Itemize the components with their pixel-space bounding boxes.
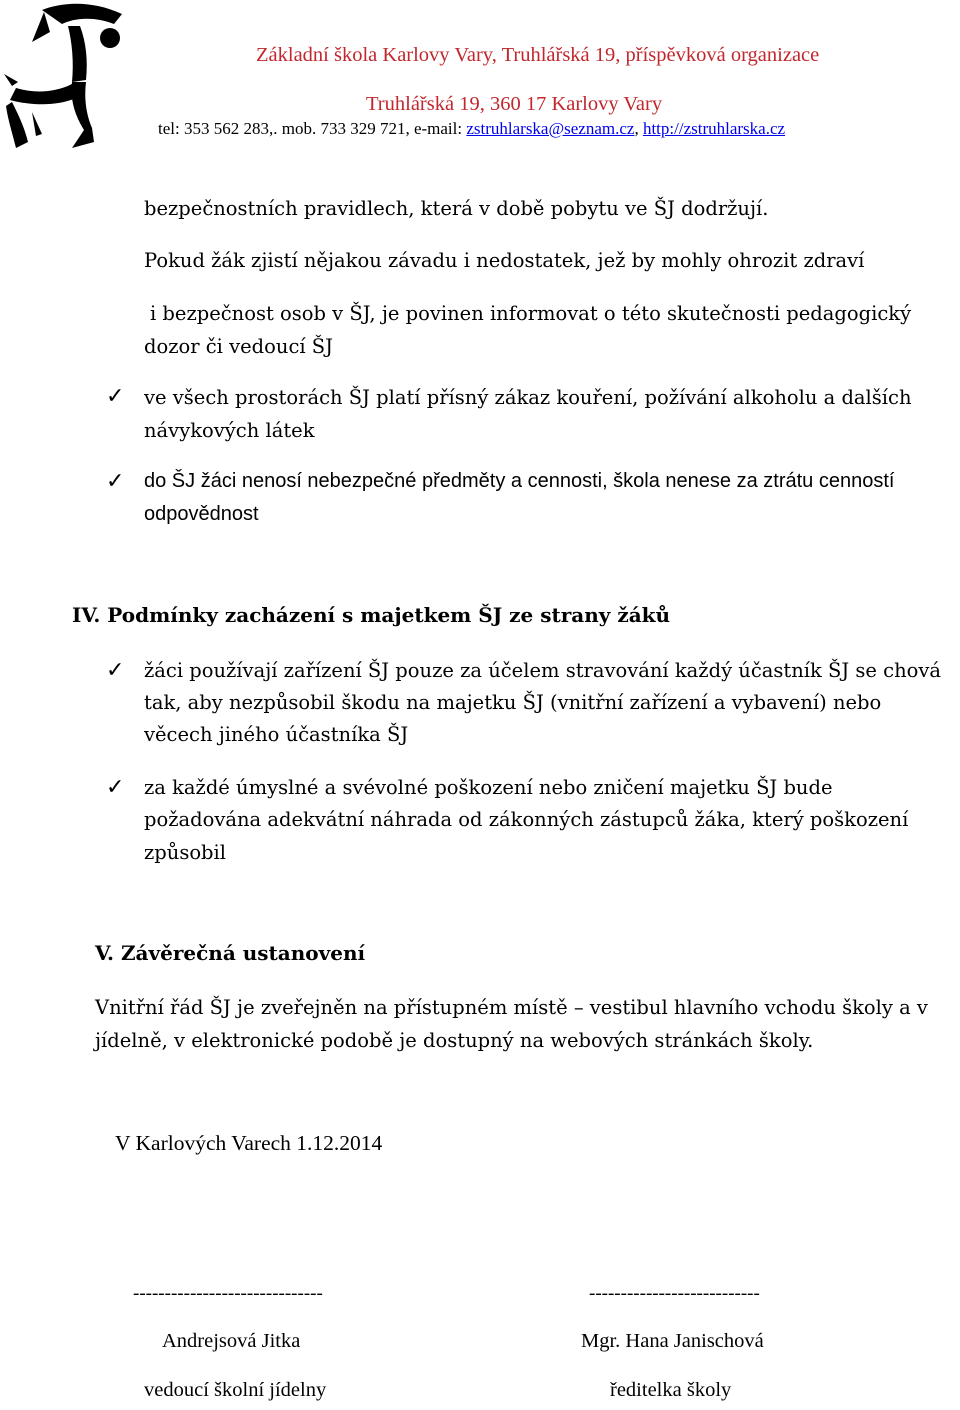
section-iv-bullet-2-line-3: způsobil [144,841,227,864]
header-school-name: Základní škola Karlovy Vary, Truhlářská 19, příspěvková organizace [256,44,820,66]
website-link[interactable]: http://zstruhlarska.cz [642,119,786,138]
bullet-a2-line-2: odpovědnost [144,503,259,525]
signature-line-right: --------------------------- [589,1283,760,1304]
intro-line-3: i bezpečnost osob v ŠJ, je povinen informovat o této skutečnosti pedagogický [150,302,912,325]
section-iv-bullet-2-line-1: za každé úmyslné a svévolné poškození nebo zničení majetku ŠJ bude [144,776,833,799]
intro-line-2: Pokud žák zjistí nějakou závadu i nedostatek, jež by mohly ohrozit zdraví [144,249,865,272]
header-separator: , [634,119,643,138]
section-v-line-2: jídelně, v elektronické podobě je dostupný na webových stránkách školy. [95,1029,814,1052]
school-logo [2,2,130,152]
place-date: V Karlových Varech 1.12.2014 [115,1131,383,1155]
header-contacts [158,119,785,139]
header-phone: tel: 353 562 283,. mob. 733 329 721, e-mail: [158,119,467,138]
section-iv-bullet-1-line-2: tak, aby nezpůsobil škodu na majetku ŠJ (vnitřní zařízení a vybavení) nebo [144,691,882,714]
signature-line-left: ------------------------------ [133,1283,323,1304]
email-link[interactable]: zstruhlarska@seznam.cz [466,119,635,138]
intro-line-1: bezpečnostních pravidlech, která v době pobytu ve ŠJ dodržují. [144,197,769,220]
check-icon: ✓ [106,469,125,494]
signatory-name-left: Andrejsová Jitka [162,1330,301,1352]
check-icon: ✓ [106,775,125,800]
bullet-a1-line-2: návykových látek [144,419,315,442]
section-iv-bullet-2-line-2: požadována adekvátní náhrada od zákonných zástupců žáka, který poškození [144,808,909,831]
signatory-name-right: Mgr. Hana Janischová [581,1330,764,1352]
section-iv-bullet-1-line-3: věcech jiného účastníka ŠJ [144,723,409,746]
bullet-a2-line-1: do ŠJ žáci nenosí nebezpečné předměty a cennosti, škola nenese za ztrátu cenností [144,470,895,492]
signatory-role-left: vedoucí školní jídelny [144,1379,327,1401]
bullet-a1-line-1: ve všech prostorách ŠJ platí přísný zákaz kouření, požívání alkoholu a dalších [144,386,912,409]
check-icon: ✓ [106,384,125,409]
signatory-role-right: ředitelka školy [610,1379,732,1401]
check-icon: ✓ [106,658,125,683]
section-iv-title: IV. Podmínky zacházení s majetkem ŠJ ze strany žáků [72,603,671,627]
section-iv-bullet-1-line-1: žáci používají zařízení ŠJ pouze za účelem stravování každý účastník ŠJ se chová [144,659,942,682]
section-v-title: V. Závěrečná ustanovení [95,941,366,965]
intro-line-4: dozor či vedoucí ŠJ [144,335,333,358]
header-address: Truhlářská 19, 360 17 Karlovy Vary [366,93,663,115]
section-v-line-1: Vnitřní řád ŠJ je zveřejněn na přístupném místě – vestibul hlavního vchodu školy a v [95,996,928,1019]
